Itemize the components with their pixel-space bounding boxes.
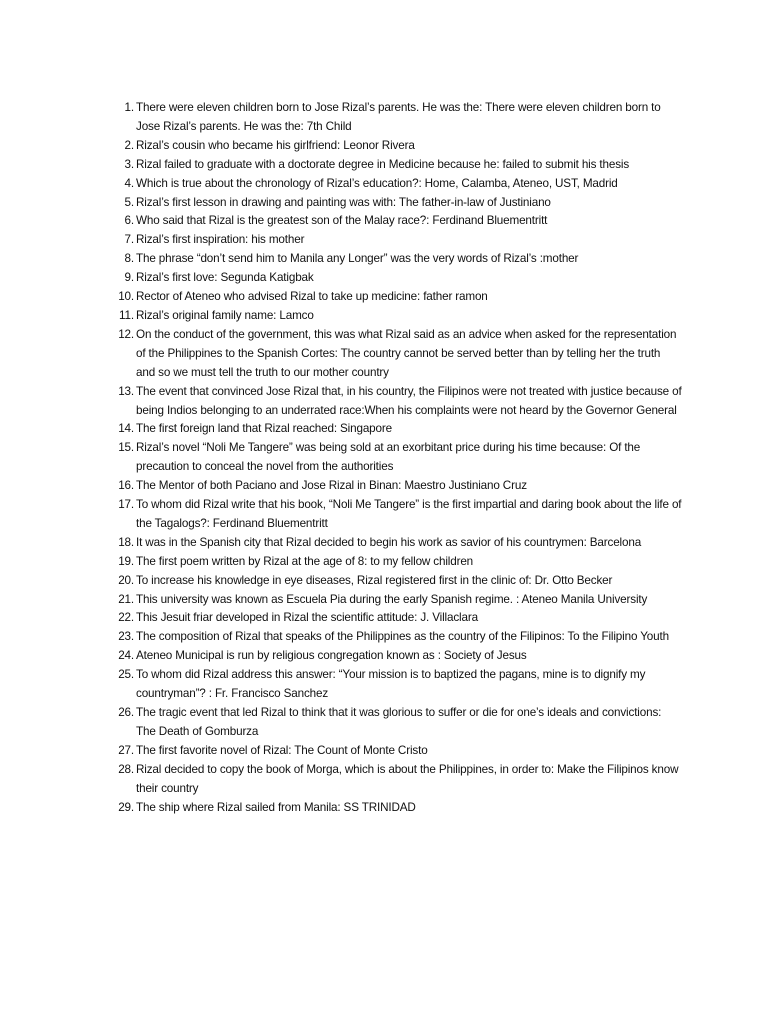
list-item-number: 1 . [112, 99, 134, 118]
list-item [112, 137, 682, 156]
list-item [112, 250, 682, 269]
list-item-text: Rizal’s original family name: Lamco [136, 308, 314, 322]
list-item-number: 15 . [112, 439, 134, 458]
list-item [112, 496, 682, 534]
list-item-number: 29 . [112, 799, 134, 818]
list-item-text: Which is true about the chronology of Rizal’s education?: Home, Calamba, Ateneo, UST, Madrid [136, 176, 618, 190]
list-item [112, 591, 682, 610]
list-item [112, 477, 682, 496]
list-item [112, 156, 682, 175]
list-item-text: Rizal decided to copy the book of Morga, which is about the Philippines, in order to: Make the Filipinos know their country [136, 762, 679, 795]
list-item-text: Rector of Ateneo who advised Rizal to take up medicine: father ramon [136, 290, 488, 304]
list-item-number: 24 . [112, 647, 134, 666]
list-item [112, 420, 682, 439]
list-item [112, 99, 682, 137]
list-item-number: 8 . [112, 250, 134, 269]
list-item [112, 704, 682, 742]
list-item-text: Rizal’s first love: Segunda Katigbak [136, 271, 314, 285]
list-item-number: 27 . [112, 742, 134, 761]
list-item [112, 307, 682, 326]
list-item [112, 194, 682, 213]
list-item [112, 383, 682, 421]
list-item-number: 11 . [112, 307, 134, 326]
list-item-text: This university was known as Escuela Pia during the early Spanish regime. : Ateneo Manila University [136, 592, 648, 606]
list-item [112, 761, 682, 799]
list-item-text: Rizal’s cousin who became his girlfriend: Leonor Rivera [136, 138, 415, 152]
list-item [112, 609, 682, 628]
list-item-number: 16 . [112, 477, 134, 496]
list-item [112, 742, 682, 761]
list-item-number: 6 . [112, 212, 134, 231]
list-item-text: Who said that Rizal is the greatest son of the Malay race?: Ferdinand Bluementritt [136, 214, 548, 228]
list-item-text: This Jesuit friar developed in Rizal the scientific attitude: J. Villaclara [136, 611, 478, 625]
list-item-text: The first foreign land that Rizal reached: Singapore [136, 422, 392, 436]
list-item [112, 572, 682, 591]
list-item-text: To increase his knowledge in eye diseases, Rizal registered first in the clinic of: Dr. Otto Becker [136, 573, 613, 587]
list-item-text: The Mentor of both Paciano and Jose Rizal in Binan: Maestro Justiniano Cruz [136, 479, 527, 493]
list-item-number: 18 . [112, 534, 134, 553]
list-item [112, 553, 682, 572]
list-item-number: 5 . [112, 194, 134, 213]
list-item [112, 212, 682, 231]
list-item [112, 628, 682, 647]
list-item-number: 2 . [112, 137, 134, 156]
list-item-text: On the conduct of the government, this was what Rizal said as an advice when asked for the representation of the Philippines to the Spanish Cortes: The country cannot be served better than by telling her the truth and so we must tell the truth to our mother country [136, 327, 677, 379]
list-item-text: The first poem written by Rizal at the age of 8: to my fellow children [136, 554, 474, 568]
list-item-number: 20 . [112, 572, 134, 591]
list-item [112, 799, 682, 818]
list-item [112, 269, 682, 288]
list-item [112, 288, 682, 307]
list-item-text: The composition of Rizal that speaks of the Philippines as the country of the Filipinos: To the Filipino Youth [136, 630, 669, 644]
list-item-number: 19 . [112, 553, 134, 572]
list-item-text: The event that convinced Jose Rizal that, in his country, the Filipinos were not treated with justice because of being Indios belonging to an underrated race:When his complaints were not heard by the Governor General [136, 384, 682, 417]
list-item-text: The first favorite novel of Rizal: The Count of Monte Cristo [136, 743, 428, 757]
list-item-text: To whom did Rizal address this answer: “Your mission is to baptized the pagans, mine is to dignify my countryman”? : Fr. Francisco Sanchez [136, 668, 646, 701]
list-item-number: 7 . [112, 231, 134, 250]
list-item [112, 231, 682, 250]
list-item-text: Rizal’s first inspiration: his mother [136, 233, 305, 247]
list-item-number: 4 . [112, 175, 134, 194]
list-item-number: 3 . [112, 156, 134, 175]
list-item-number: 26 . [112, 704, 134, 723]
list-item [112, 534, 682, 553]
list-item-number: 9 . [112, 269, 134, 288]
list-item [112, 666, 682, 704]
list-item-number: 25 . [112, 666, 134, 685]
list-item [112, 175, 682, 194]
list-item-number: 28 . [112, 761, 134, 780]
list-item [112, 647, 682, 666]
list-item-number: 23 . [112, 628, 134, 647]
list-item-text: The phrase “don’t send him to Manila any Longer” was the very words of Rizal’s :mother [136, 252, 579, 266]
list-item-number: 14 . [112, 420, 134, 439]
list-item-number: 22 . [112, 609, 134, 628]
list-item-number: 12 . [112, 326, 134, 345]
list-item-text: The ship where Rizal sailed from Manila: SS TRINIDAD [136, 800, 416, 814]
list-item-number: 10 . [112, 288, 134, 307]
list-item-number: 21 . [112, 591, 134, 610]
list-item-text: Rizal’s first lesson in drawing and painting was with: The father-in-law of Justiniano [136, 195, 551, 209]
list-item-text: Rizal’s novel “Noli Me Tangere” was being sold at an exorbitant price during his time because: Of the precaution to conceal the novel from the authorities [136, 441, 641, 474]
list-item-number: 17 . [112, 496, 134, 515]
list-item-text: There were eleven children born to Jose Rizal’s parents. He was the: There were eleven children born to Jose Rizal’s parents. He was the: 7th Child [136, 101, 661, 133]
list-item-text: Ateneo Municipal is run by religious congregation known as : Society of Jesus [136, 649, 527, 663]
list-item [112, 439, 682, 477]
list-item-text: It was in the Spanish city that Rizal decided to begin his work as savior of his countrymen: Barcelona [136, 535, 642, 549]
list-item [112, 326, 682, 383]
list-item-text: To whom did Rizal write that his book, “Noli Me Tangere” is the first impartial and daring book about the life of the Tagalogs?: Ferdinand Bluementritt [136, 498, 682, 530]
numbered-question-list [112, 99, 682, 817]
list-item-text: Rizal failed to graduate with a doctorate degree in Medicine because he: failed to submit his thesis [136, 157, 630, 171]
list-item-text: The tragic event that led Rizal to think that it was glorious to suffer or die for one’s ideals and convictions: The Death of Gomburza [136, 706, 662, 738]
list-item-number: 13 . [112, 383, 134, 402]
